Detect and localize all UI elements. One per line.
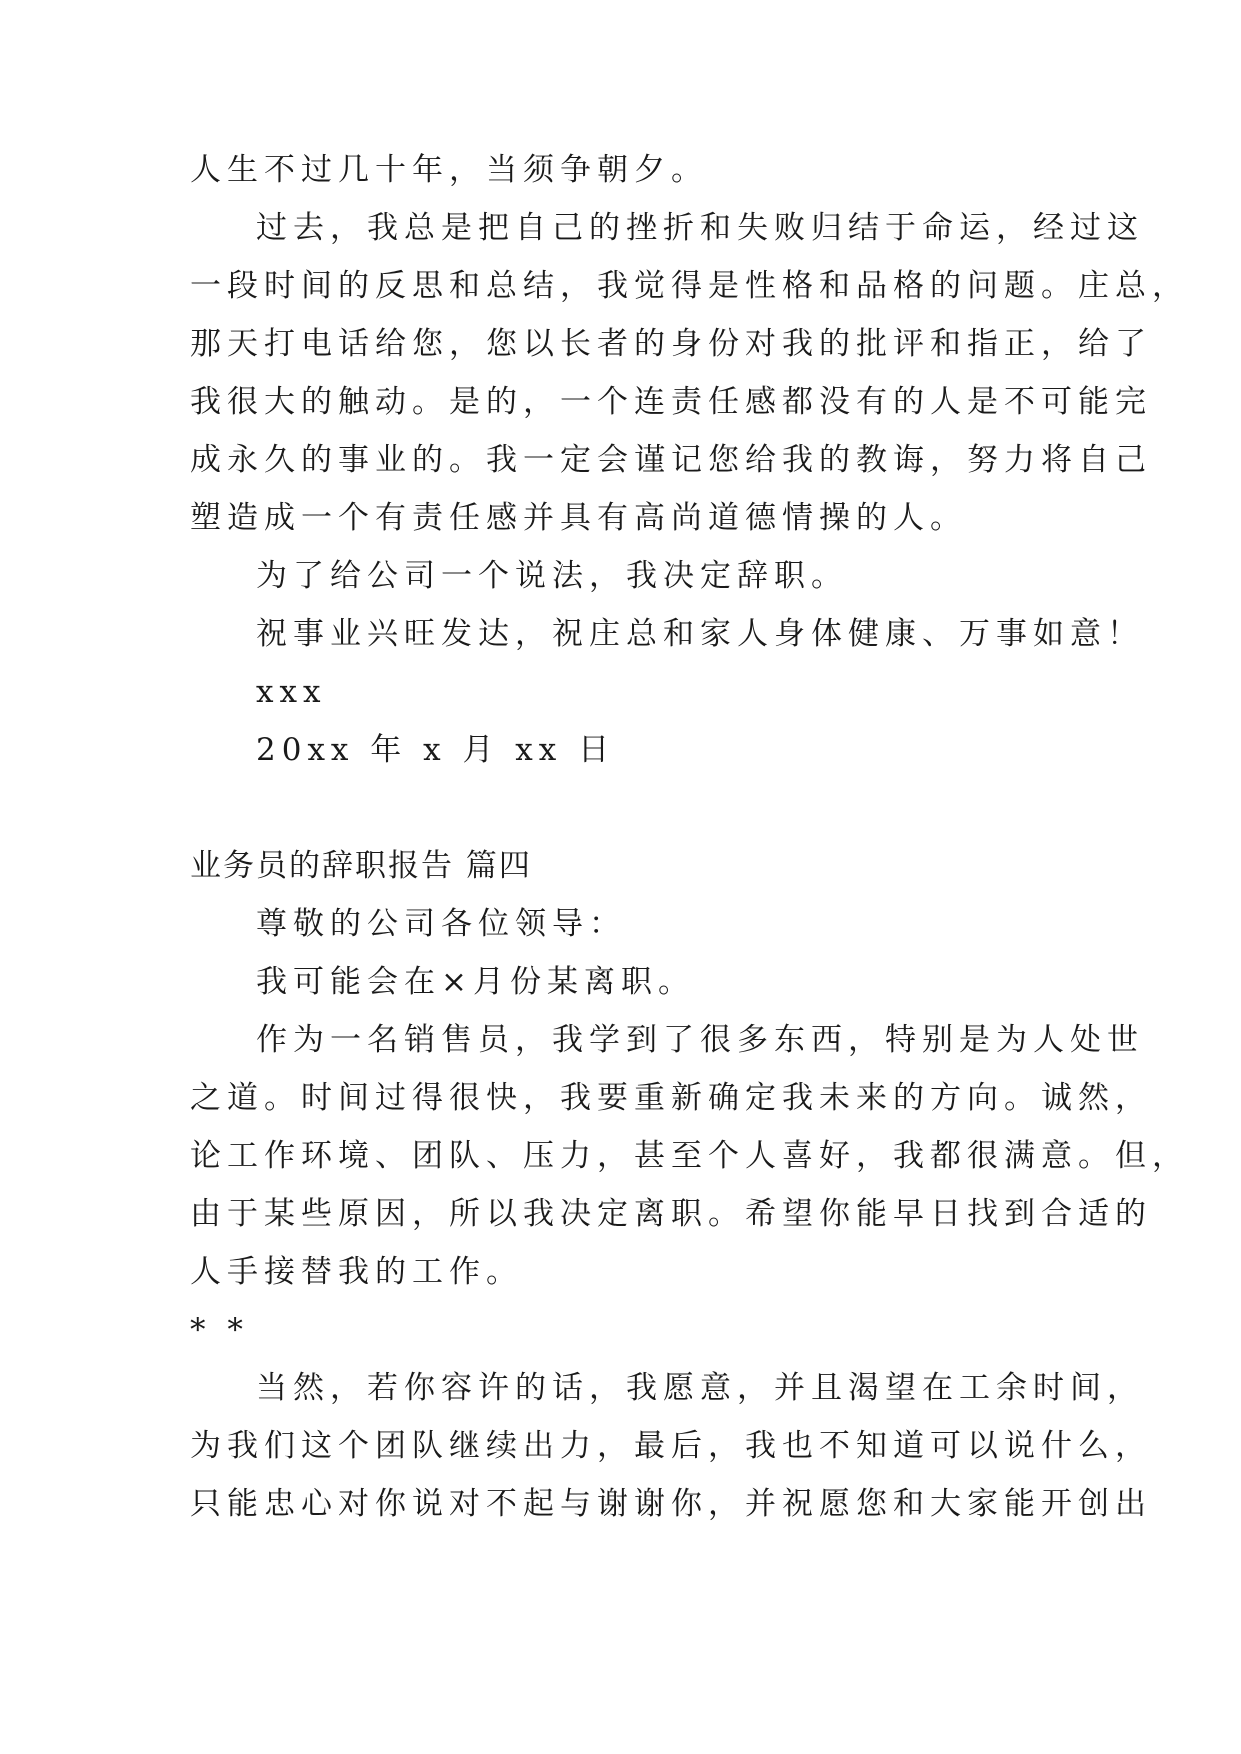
paragraph-line: 那天打电话给您，您以长者的身份对我的批评和指正，给了 [190, 326, 1152, 362]
paragraph-line: 成永久的事业的。我一定会谨记您给我的教诲，努力将自己 [190, 442, 1152, 478]
paragraph-line: 由于某些原因，所以我决定离职。希望你能早日找到合适的 [190, 1196, 1152, 1232]
paragraph-line: 人生不过几十年，当须争朝夕。 [190, 152, 708, 188]
paragraph-line: 当然，若你容许的话，我愿意，并且渴望在工余时间， [256, 1370, 1144, 1406]
salutation: 尊敬的公司各位领导： [256, 906, 626, 942]
paragraph-line: 塑造成一个有责任感并具有高尚道德情操的人。 [190, 500, 967, 536]
paragraph-line: 论工作环境、团队、压力，甚至个人喜好，我都很满意。但， [190, 1138, 1189, 1174]
paragraph-line: 过去，我总是把自己的挫折和失败归结于命运，经过这 [256, 210, 1144, 246]
closing-wish: 祝事业兴旺发达，祝庄总和家人身体健康、万事如意！ [256, 616, 1144, 652]
signature: xxx [256, 674, 327, 710]
paragraph-line: 一段时间的反思和总结，我觉得是性格和品格的问题。庄总， [190, 268, 1189, 304]
section-heading: 业务员的辞职报告 篇四 [190, 848, 532, 884]
separator-marks: * * [190, 1312, 249, 1348]
paragraph-line: 为我们这个团队继续出力，最后，我也不知道可以说什么， [190, 1428, 1152, 1464]
paragraph-line: 只能忠心对你说对不起与谢谢你，并祝愿您和大家能开创出 [190, 1486, 1152, 1522]
paragraph-line: 作为一名销售员，我学到了很多东西，特别是为人处世 [256, 1022, 1144, 1058]
paragraph-line: 之道。时间过得很快，我要重新确定我未来的方向。诚然， [190, 1080, 1152, 1116]
paragraph-line: 我很大的触动。是的，一个连责任感都没有的人是不可能完 [190, 384, 1152, 420]
date-line: 20xx 年 x 月 xx 日 [256, 732, 616, 768]
paragraph-line: 为了给公司一个说法，我决定辞职。 [256, 558, 848, 594]
paragraph-line: 人手接替我的工作。 [190, 1254, 523, 1290]
paragraph-line: 我可能会在×月份某离职。 [256, 964, 695, 1000]
